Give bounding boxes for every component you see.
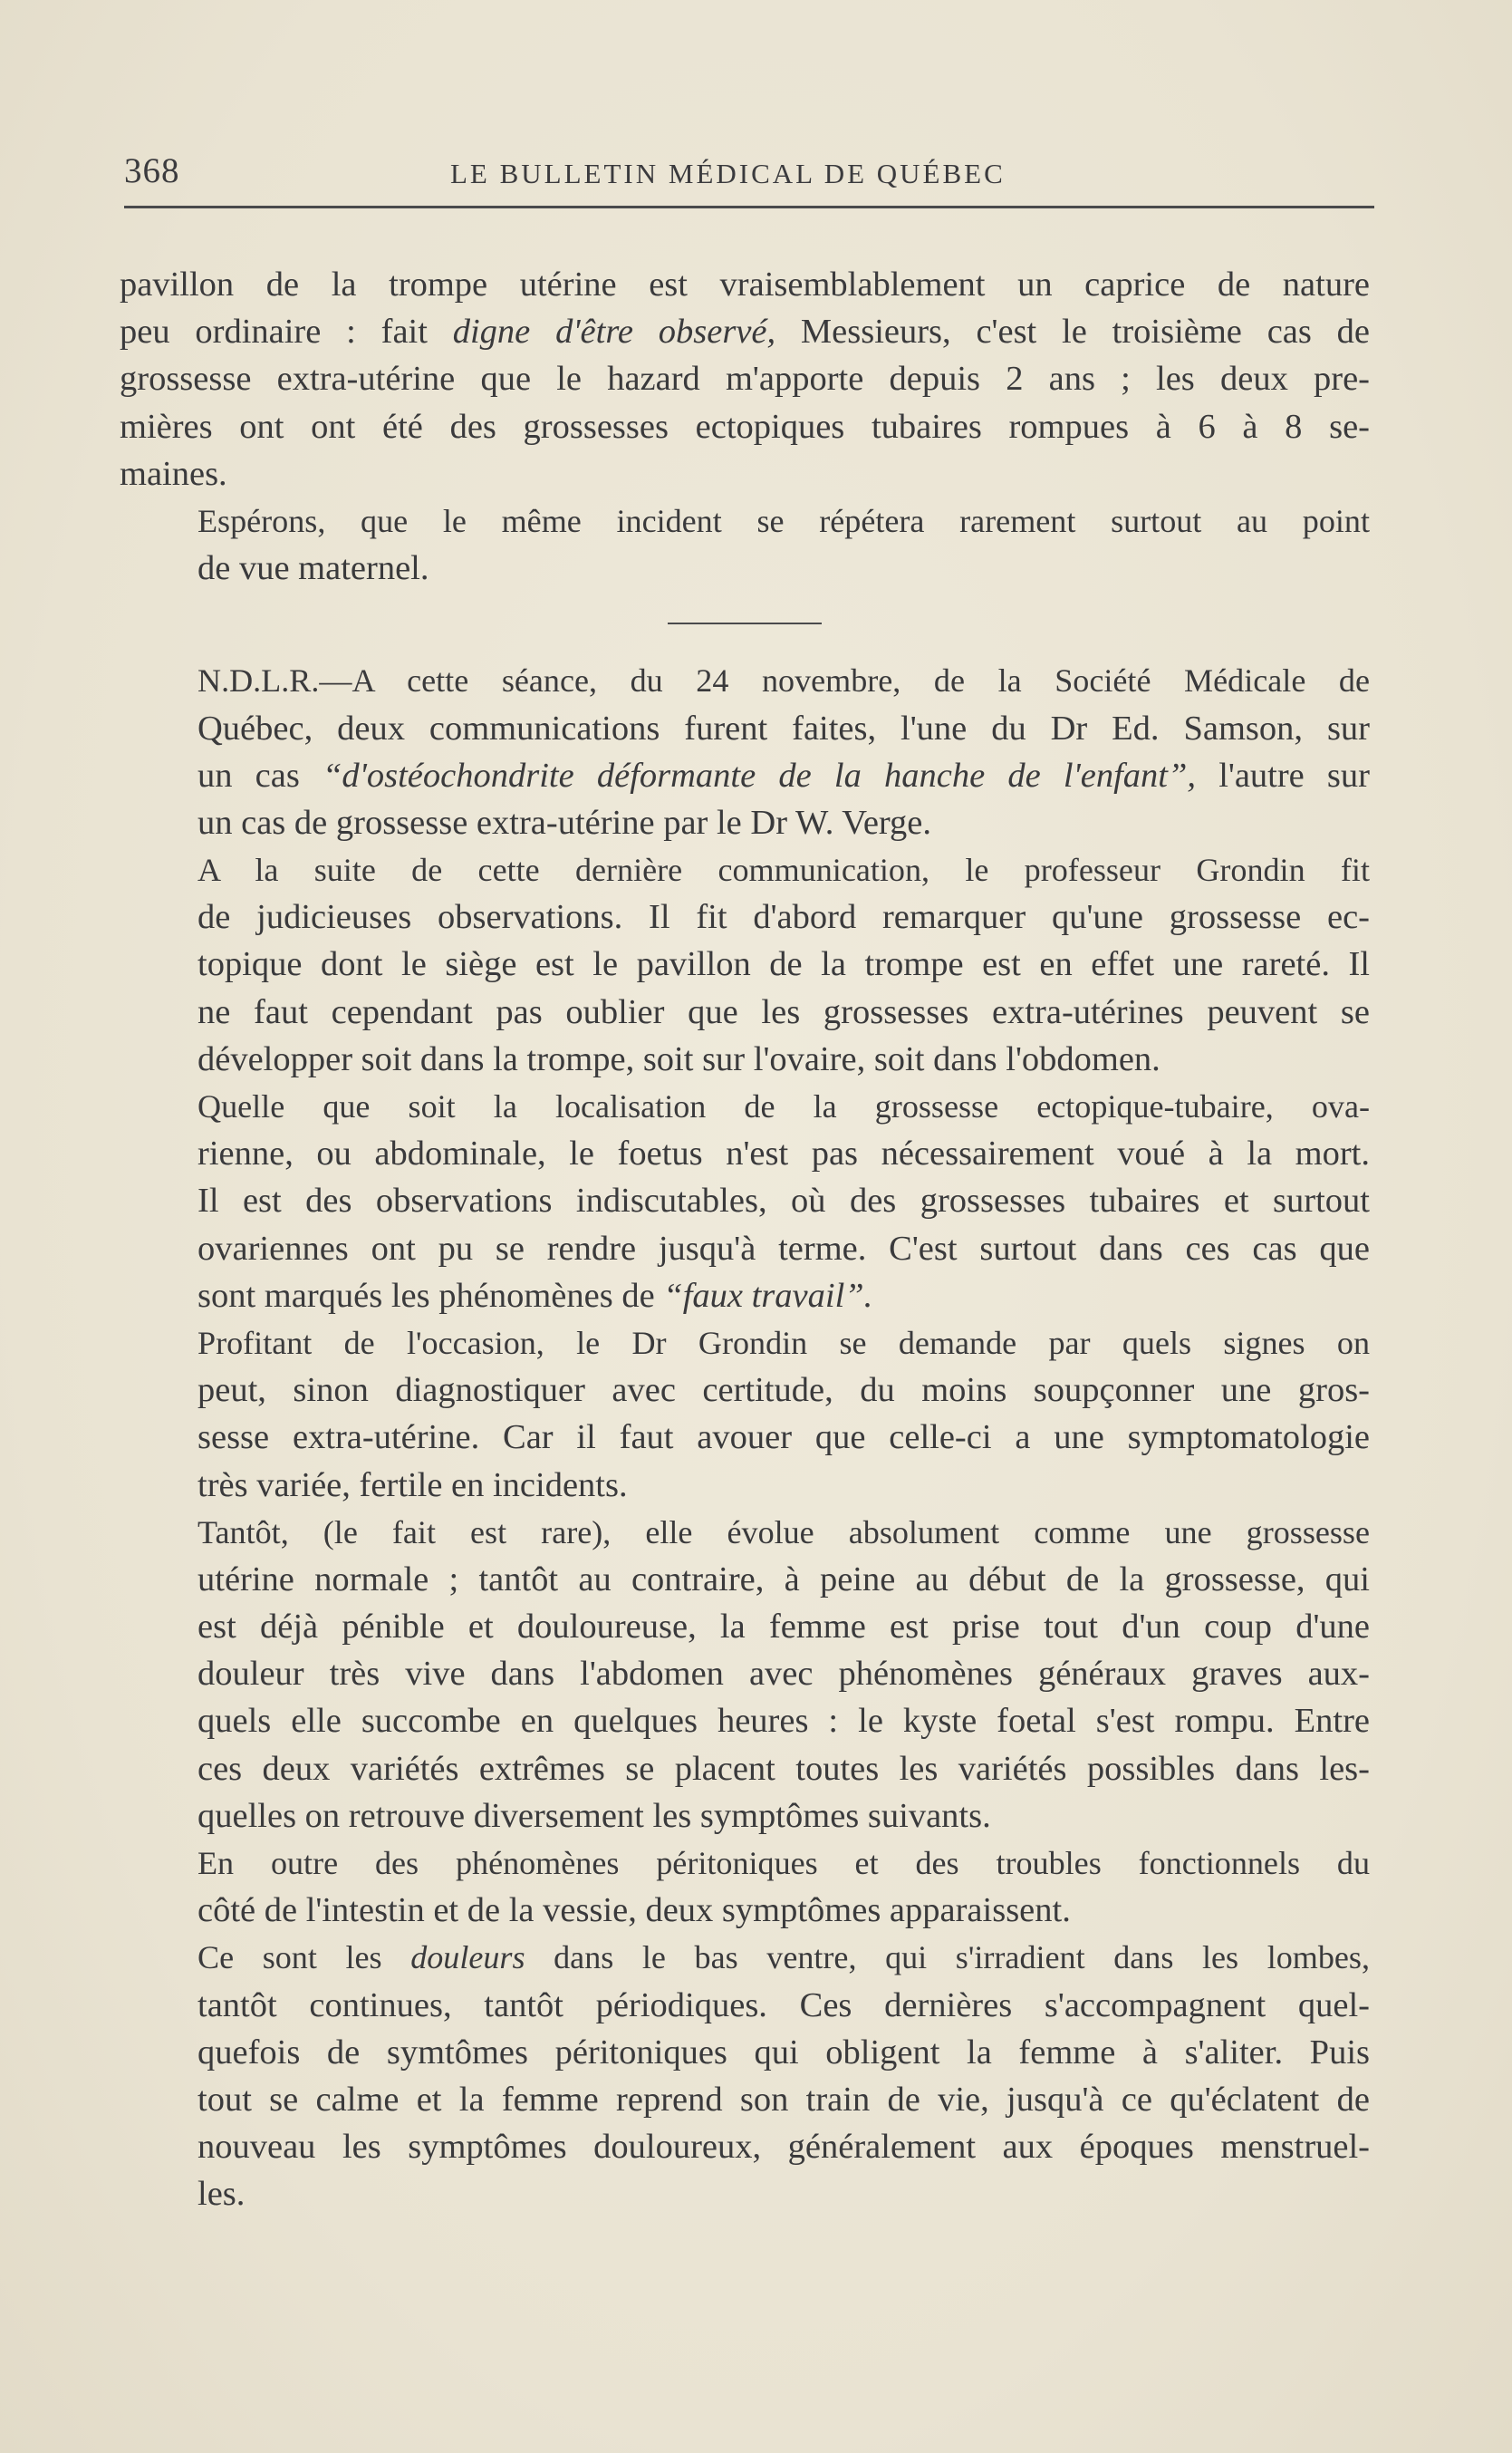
text-run: douleur très vive dans l'abdomen avec phénomènes généraux graves aux- [197,1655,1370,1694]
text-run: ovariennes ont pu se rendre jusqu'à terme. C'est surtout dans ces cas que [197,1229,1370,1268]
italic-text: douleurs [410,1939,525,1976]
text-line [120,308,1370,355]
text-run: Espérons, que le même incident se répétera rarement surtout au point [197,502,1370,539]
paragraph [120,1840,1370,1934]
text-line [120,1792,1370,1840]
page-number: 368 [124,151,180,190]
text-run: un cas de grossesse extra-utérine par le Dr W. Verge. [197,803,932,842]
text-run: quels elle succombe en quelques heures : le kyste foetal s'est rompu. Entre [197,1702,1370,1741]
text-run: Ce sont les [197,1939,411,1976]
text-line [120,1556,1370,1603]
text-line [120,355,1370,402]
text-run: côté de l'intestin et de la vessie, deux symptômes apparaissent. [197,1891,1071,1930]
text-line [120,1934,1370,1981]
header-rule [124,206,1374,208]
text-run: sont marqués les phénomènes de [197,1276,664,1315]
text-line [120,1130,1370,1177]
text-run: est déjà pénible et douloureuse, la femme est prise tout d'un coup d'une [197,1608,1370,1647]
paragraph [120,1319,1370,1509]
text-line [120,1840,1370,1887]
text-run: dans le bas ventre, qui s'irradient dans les lombes, [525,1939,1370,1976]
text-run: très variée, fertile en incidents. [197,1465,628,1504]
italic-text: digne d'être observé, [452,313,776,352]
text-line [120,2029,1370,2076]
text-line [120,705,1370,752]
text-run: mières ont ont été des grossesses ectopiques tubaires rompues à 6 à 8 se- [120,407,1370,446]
text-run: rienne, ou abdominale, le foetus n'est pas nécessairement voué à la mort. [197,1135,1370,1173]
text-run: peut, sinon diagnostiquer avec certitude, du moins soupçonner une gros- [197,1371,1370,1410]
text-run: développer soit dans la trompe, soit sur l'ovaire, soit dans l'obdomen. [197,1039,1160,1078]
text-run: ces deux variétés extrêmes se placent toutes les variétés possibles dans les- [197,1749,1370,1788]
text-line [120,2076,1370,2123]
text-line [120,1697,1370,1744]
text-line [120,1367,1370,1414]
text-run: A la suite de cette dernière communication, le professeur Grondin fit [197,852,1370,889]
italic-text: “d'ostéochondrite déformante de la hanche de l'enfant”, [322,756,1197,795]
text-run: En outre des phénomènes péritoniques et des troubles fonctionnels du [197,1845,1370,1881]
text-run: quelles on retrouve diversement les symptômes suivants. [197,1796,991,1835]
text-line [120,403,1370,450]
text-run: tantôt continues, tantôt périodiques. Ces dernières s'accompagnent quel- [197,1985,1370,2024]
text-line [120,1462,1370,1509]
text-line [120,1319,1370,1367]
text-line [120,261,1370,308]
text-line [120,752,1370,799]
running-title: LE BULLETIN MÉDICAL DE QUÉBEC [450,158,1006,189]
text-run: peu ordinaire : fait [120,313,453,352]
text-line [120,846,1370,893]
text-line [120,450,1370,497]
text-line [120,1887,1370,1934]
text-line [120,2123,1370,2170]
page-header [124,145,1374,208]
text-line [120,1272,1370,1319]
text-run: sesse extra-utérine. Car il faut avouer que celle-ci a une symptomatologie [197,1418,1370,1457]
text-line [120,2170,1370,2217]
text-line [120,1603,1370,1650]
text-run: ne faut cependant pas oublier que les grossesses extra-utérines peuvent se [197,992,1370,1031]
section-separator [668,623,822,624]
text-run: Messieurs, c'est le troisième cas de [775,313,1370,352]
paragraph [120,657,1370,846]
text-line [120,1745,1370,1792]
text-line [120,1509,1370,1556]
text-line [120,545,1370,592]
text-line [120,893,1370,941]
text-run: de judicieuses observations. Il fit d'abord remarquer qu'une grossesse ec- [197,898,1370,937]
text-run: l'autre sur [1196,756,1370,795]
text-run: Profitant de l'occasion, le Dr Grondin se demande par quels signes on [197,1324,1370,1361]
text-line [120,497,1370,545]
text-run: quefois de symtômes péritoniques qui obligent la femme à s'aliter. Puis [197,2033,1370,2072]
text-line [120,1982,1370,2029]
text-line [120,657,1370,704]
paragraph [120,1934,1370,2217]
text-line [120,1225,1370,1272]
text-run: tout se calme et la femme reprend son train de vie, jusqu'à ce qu'éclatent de [197,2080,1370,2119]
text-line [120,1083,1370,1130]
text-run: topique dont le siège est le pavillon de la trompe est en effet une rareté. Il [197,945,1370,984]
text-line [120,1650,1370,1697]
text-line [120,989,1370,1036]
text-line [120,799,1370,846]
paragraph [120,1083,1370,1319]
text-run: grossesse extra-utérine que le hazard m'apporte depuis 2 ans ; les deux pre- [120,360,1370,399]
text-run: Quelle que soit la localisation de la grossesse ectopique-tubaire, ova- [197,1088,1370,1125]
text-run: nouveau les symptômes douloureux, généralement aux époques menstruel- [197,2128,1370,2167]
text-run: utérine normale ; tantôt au contraire, à peine au début de la grossesse, qui [197,1560,1370,1598]
text-line [120,1177,1370,1224]
text-line [120,1036,1370,1083]
text-run: N.D.L.R.—A cette séance, du 24 novembre, de la Société Médicale de [197,662,1370,700]
text-run: les. [197,2175,246,2214]
text-line [120,1414,1370,1461]
article-body [120,261,1370,2218]
text-run: pavillon de la trompe utérine est vraisemblablement un caprice de nature [120,266,1370,304]
paragraph [120,261,1370,497]
text-run: Québec, deux communications furent faites, l'une du Dr Ed. Samson, sur [197,709,1370,748]
paragraph [120,846,1370,1083]
italic-text: “faux travail”. [663,1276,873,1315]
text-run: de vue maternel. [197,549,429,588]
text-line [120,941,1370,988]
paragraph [120,497,1370,592]
text-run: Il est des observations indiscutables, où des grossesses tubaires et surtout [197,1182,1370,1221]
text-run: un cas [197,756,323,795]
text-run: Tantôt, (le fait est rare), elle évolue absolument comme une grossesse [197,1513,1370,1550]
paragraph [120,1509,1370,1840]
text-run: maines. [120,454,227,493]
